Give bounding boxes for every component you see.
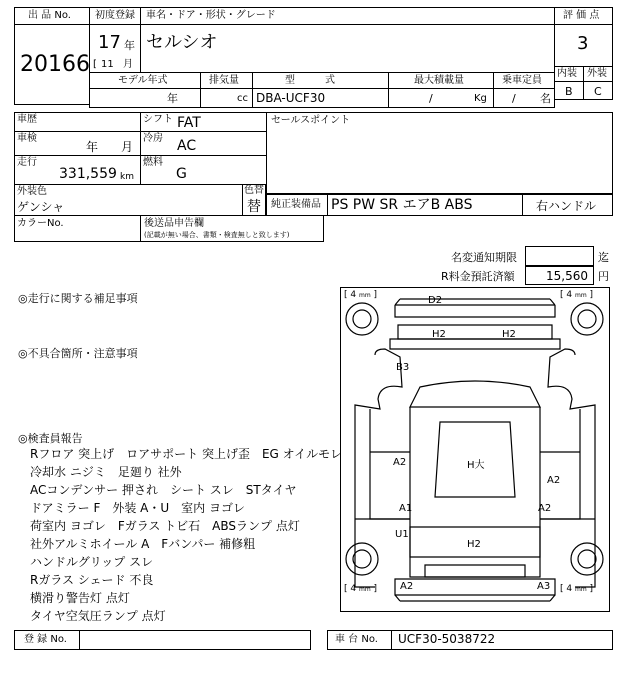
mileage-label: 走行 xyxy=(17,157,37,168)
report-line: Rフロア 突上げ ロアサポート 突上げ歪 EG オイルモレ xyxy=(30,447,343,461)
first-reg-month: 11 xyxy=(101,59,114,70)
interior-grade: B xyxy=(565,85,573,98)
name-change-unit: 迄 xyxy=(598,251,609,264)
mark-trunk: H2 xyxy=(467,539,481,550)
model-year-label: モデル年式 xyxy=(118,75,168,86)
report-line: ドアミラー F 外装 A・U 室内 ヨゴレ xyxy=(30,501,245,515)
report-line: ハンドルグリップ スレ xyxy=(30,555,154,569)
sales-points-label: セールスポイント xyxy=(271,115,351,126)
tire-depth-front-left: [ 4 mm ] xyxy=(344,290,378,300)
wheel-front-left xyxy=(346,303,378,335)
load-separator: / xyxy=(429,92,433,105)
name-change-label: 名変通知期限 xyxy=(451,251,517,264)
rear-bumper-outline xyxy=(395,579,555,601)
report-line: 横滑り警告灯 点灯 xyxy=(30,591,130,605)
fuel-value: G xyxy=(176,166,187,182)
model-code-label: 型 式 xyxy=(285,75,335,86)
capacity-separator: / xyxy=(512,92,516,105)
shift-value: FAT xyxy=(177,115,201,131)
report-line: タイヤ空気圧ランプ 点灯 xyxy=(30,609,166,623)
mark-front-right: H2 xyxy=(502,329,516,340)
mark-right-rear-door: A2 xyxy=(538,503,552,514)
inspection-year-unit: 年 xyxy=(86,140,99,154)
equipment-label: 純正装備品 xyxy=(271,199,321,210)
history-label: 車歴 xyxy=(17,114,37,125)
max-load-label: 最大積載量 xyxy=(414,75,464,86)
model-code: DBA-UCF30 xyxy=(256,91,326,105)
interior-grade-label: 内装 xyxy=(557,68,577,79)
first-reg-month-unit: 月 xyxy=(123,59,133,70)
car-damage-diagram xyxy=(340,287,610,612)
grade-label: 評 価 点 xyxy=(563,10,600,21)
lot-number: 20166 xyxy=(20,52,90,77)
exterior-color-label: 外装色 xyxy=(17,186,47,197)
cabin-outline xyxy=(410,381,540,407)
mark-rear-bumper-right: A3 xyxy=(537,581,551,592)
recycle-amount: 15,560 xyxy=(546,269,588,283)
first-reg-month-open: [ xyxy=(93,59,97,70)
wheel-front-right xyxy=(571,303,603,335)
defects-notes-label: ◎不具合箇所・注意事項 xyxy=(18,347,138,360)
name-change-field xyxy=(525,246,594,266)
first-reg-label: 初度登録 xyxy=(95,10,135,21)
recycle-label: R料金預託済額 xyxy=(441,270,515,283)
overall-grade: 3 xyxy=(577,33,589,54)
mark-left-lower-a: A1 xyxy=(399,503,413,514)
car-name: セルシオ xyxy=(146,32,218,53)
recycle-unit: 円 xyxy=(598,270,609,283)
inspection-label: 車検 xyxy=(17,133,37,144)
reg-no-label: 登 録 No. xyxy=(24,634,67,645)
report-line: 社外アルミホイール A Fバンパー 補修粗 xyxy=(30,537,256,551)
model-year-unit: 年 xyxy=(167,92,178,105)
right-side-outline xyxy=(548,349,595,587)
fuel-label: 燃料 xyxy=(143,157,163,168)
displacement-unit: cc xyxy=(237,93,248,104)
chassis-number: UCF30-5038722 xyxy=(398,632,496,646)
displacement-label: 排気量 xyxy=(209,75,239,86)
exterior-grade-label: 外装 xyxy=(587,68,607,79)
exterior-grade: C xyxy=(594,85,602,98)
first-reg-year-unit: 年 xyxy=(124,39,135,52)
equipment-value: PS PW SR エアB ABS xyxy=(331,197,473,213)
front-bumper-outline xyxy=(395,299,555,317)
left-side-outline xyxy=(355,349,402,587)
wheel-rear-right xyxy=(571,543,603,575)
chassis-label: 車 台 No. xyxy=(335,634,378,645)
first-reg-year: 17 xyxy=(98,32,121,53)
color-no-label: カラーNo. xyxy=(17,218,64,229)
capacity-unit: 名 xyxy=(540,92,551,105)
mark-fender: B3 xyxy=(396,362,410,373)
mark-front-left: H2 xyxy=(432,329,446,340)
mark-left-door: A2 xyxy=(393,457,407,468)
load-unit: Kg xyxy=(474,93,487,104)
mark-left-lower-u: U1 xyxy=(395,529,409,540)
capacity-label: 乗車定員 xyxy=(502,75,542,86)
aircon-label: 冷房 xyxy=(143,133,163,144)
report-line: 荷室内 ヨゴレ Fガラス トビ石 ABSランプ 点灯 xyxy=(30,519,300,533)
car-name-label: 車名・ドア・形状・グレード xyxy=(146,10,276,21)
tire-depth-front-right: [ 4 mm ] xyxy=(560,290,594,300)
docs-label: 後送品申告欄 xyxy=(144,218,204,229)
steering-value: 右ハンドル xyxy=(536,199,597,213)
mark-front-bumper: D2 xyxy=(428,295,443,306)
report-line: 冷却水 ニジミ 足廻り 社外 xyxy=(30,465,182,479)
exterior-color: ゲンシャ xyxy=(17,200,65,214)
mileage-value: 331,559 xyxy=(59,166,117,182)
report-line: ACコンデンサー 押され シート スレ STタイヤ xyxy=(30,483,297,497)
lot-number-label: 出 品 No. xyxy=(28,10,71,21)
color-change-value: 替 xyxy=(247,199,261,215)
mark-right-quarter: A2 xyxy=(547,475,561,486)
tire-depth-rear-left: [ 4 mm ] xyxy=(344,584,378,594)
mark-roof: H大 xyxy=(467,460,485,471)
inspector-report-label: ◎検査員報告 xyxy=(18,432,83,445)
driving-notes-label: ◎走行に関する補足事項 xyxy=(18,292,138,305)
mileage-unit: km xyxy=(120,172,134,182)
color-change-label: 色替 xyxy=(244,185,264,196)
inspection-month-unit: 月 xyxy=(121,140,134,154)
wheel-rear-left xyxy=(346,543,378,575)
docs-note: (記載が無い場合、書類・検査無しと致します) xyxy=(144,231,290,239)
tire-depth-rear-right: [ 4 mm ] xyxy=(560,584,594,594)
mark-rear-bumper-left: A2 xyxy=(400,581,414,592)
report-line: Rガラス シェード 不良 xyxy=(30,573,154,587)
aircon-value: AC xyxy=(177,138,197,154)
shift-label: シフト xyxy=(143,114,173,125)
